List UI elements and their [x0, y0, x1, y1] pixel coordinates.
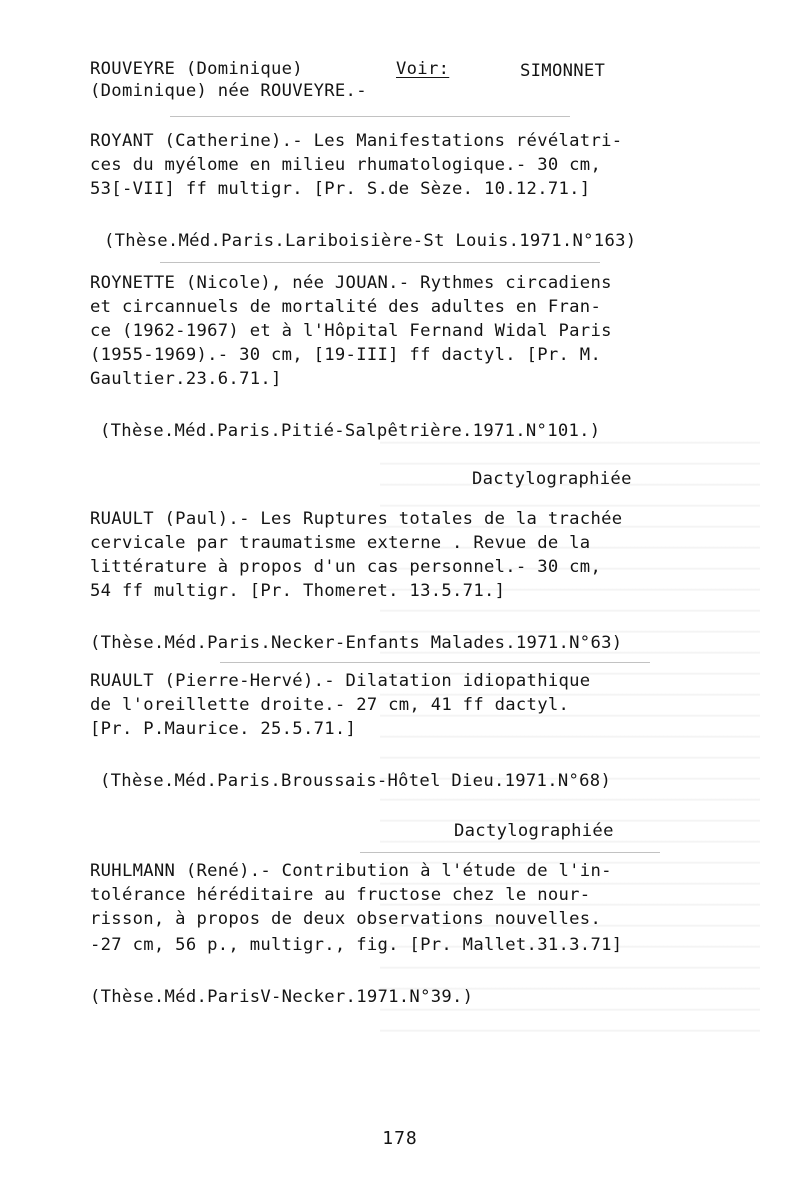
entry-rouveyre-line-1: [90, 58, 303, 80]
typed-note-dactylographiee: Dactylographiée: [472, 469, 632, 489]
entry-rault-pierre-line-3: [Pr. P.Maurice. 25.5.71.]: [90, 719, 357, 739]
typed-note-dactylographiee: Dactylographiée: [454, 821, 614, 841]
entry-roynette-line-4: (1955-1969).- 30 cm, [19-III] ff dactyl. [Pr. M.: [90, 345, 602, 365]
entry-royant-thesis: (Thèse.Méd.Paris.Lariboisière-St Louis.1971.N°163): [104, 231, 637, 251]
entry-roynette-line-1: ROYNETTE (Nicole), née JOUAN.- Rythmes circadiens: [90, 273, 612, 293]
entry-ruhlmann-line-1: RUHLMANN (René).- Contribution à l'étude de l'in-: [90, 861, 612, 881]
separator-rule: [170, 116, 570, 117]
entry-roynette-line-3: ce (1962-1967) et à l'Hôpital Fernand Widal Paris: [90, 321, 612, 341]
entry-rouveyre-name: ROUVEYRE (Dominique): [90, 59, 303, 79]
entry-roynette-line-2: et circannuels de mortalité des adultes en Fran-: [90, 297, 602, 317]
entry-roynette-thesis: (Thèse.Méd.Paris.Pitié-Salpêtrière.1971.N°101.): [100, 421, 601, 441]
entry-rault-paul-line-4: 54 ff multigr. [Pr. Thomeret. 13.5.71.]: [90, 581, 506, 601]
entry-rault-pierre-line-1: RUAULT (Pierre-Hervé).- Dilatation idiopathique: [90, 671, 591, 691]
entry-ruhlmann-thesis: (Thèse.Méd.ParisV-Necker.1971.N°39.): [90, 987, 474, 1007]
entry-ruhlmann-line-3: risson, à propos de deux observations nouvelles.: [90, 909, 602, 929]
entry-ruhlmann-line-2: tolérance héréditaire au fructose chez le nour-: [90, 885, 591, 905]
cross-reference-name: SIMONNET: [520, 61, 606, 81]
entry-royant-line-3: 53[-VII] ff multigr. [Pr. S.de Sèze. 10.12.71.]: [90, 179, 591, 199]
entry-rault-paul-line-3: littérature à propos d'un cas personnel.- 30 cm,: [90, 557, 602, 577]
entry-rault-paul-line-1: RUAULT (Paul).- Les Ruptures totales de la trachée: [90, 509, 623, 529]
entry-rault-pierre-line-2: de l'oreillette droite.- 27 cm, 41 ff dactyl.: [90, 695, 570, 715]
entry-rault-pierre-thesis: (Thèse.Méd.Paris.Broussais-Hôtel Dieu.1971.N°68): [100, 771, 612, 791]
page-number: 178: [382, 1128, 418, 1149]
separator-rule: [160, 262, 600, 263]
entry-rouveyre-line-2: (Dominique) née ROUVEYRE.-: [90, 81, 367, 101]
entry-royant-line-2: ces du myélome en milieu rhumatologique.- 30 cm,: [90, 155, 602, 175]
separator-rule: [360, 852, 660, 853]
separator-rule: [220, 662, 650, 663]
voir-label: Voir:: [396, 59, 450, 79]
entry-rault-paul-line-2: cervicale par traumatisme externe . Revue de la: [90, 533, 591, 553]
entry-ruhlmann-line-4: -27 cm, 56 p., multigr., fig. [Pr. Mallet.31.3.71]: [90, 935, 623, 955]
entry-rault-paul-thesis: (Thèse.Méd.Paris.Necker-Enfants Malades.1971.N°63): [90, 633, 623, 653]
entry-royant-line-1: ROYANT (Catherine).- Les Manifestations révélatri-: [90, 131, 623, 151]
entry-roynette-line-5: Gaultier.23.6.71.]: [90, 369, 282, 389]
